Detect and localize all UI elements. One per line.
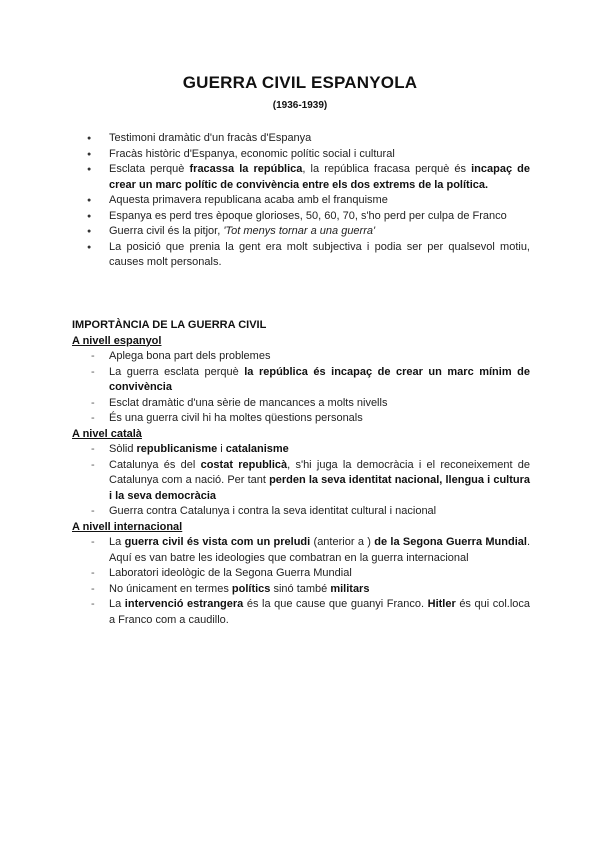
- bullet-item: ● La posició que prenia la gent era molt subjectiva i podia ser per qualsevol motiu, causes molt personals.: [72, 240, 530, 271]
- bullet-item: ● Aquesta primavera republicana acaba amb el franquisme: [72, 193, 530, 209]
- international-level-list: [72, 535, 530, 628]
- section-heading: IMPORTÀNCIA DE LA GUERRA CIVIL: [72, 319, 267, 331]
- list-item: - Catalunya és del costat republicà, s'hi juga la democràcia i el reconeixement de Catalunya com a nació. Per tant perden la seva identitat nacional, llengua i cultura i la seva democràcia: [72, 458, 530, 505]
- list-item: - Guerra contra Catalunya i contra la seva identitat cultural i nacional: [72, 504, 530, 520]
- summary-bullet-list: [72, 131, 530, 271]
- list-item: - La intervenció estrangera és la que cause que guanyi Franco. Hitler és qui col.loca a Franco com a caudillo.: [72, 597, 530, 628]
- catalan-level-list: [72, 442, 530, 520]
- list-item: - És una guerra civil hi ha moltes qüestions personals: [72, 411, 530, 427]
- page-title: GUERRA CIVIL ESPANYOLA: [182, 73, 418, 92]
- page-subtitle-years: (1936-1939): [272, 100, 328, 111]
- list-item: - Laboratori ideològic de la Segona Guerra Mundial: [72, 566, 530, 582]
- bullet-item: ● Guerra civil és la pitjor, 'Tot menys tornar a una guerra': [72, 224, 530, 240]
- spanish-level-list: [72, 349, 530, 427]
- bullet-item: ● Esclata perquè fracassa la república, la república fracasa perquè és incapaç de crear un marc polític de convivència entre els dos extrems de la política.: [72, 162, 530, 193]
- bullet-item: ● Testimoni dramàtic d'un fracàs d'Espanya: [72, 131, 530, 147]
- bullet-item: ● Fracàs històric d'Espanya, economic polític social i cultural: [72, 147, 530, 163]
- subheading-international-level: A nivell internacional: [72, 520, 183, 533]
- list-item: - La guerra esclata perquè la república és incapaç de crear un marc mínim de convivència: [72, 365, 530, 396]
- bullet-item: ● Espanya es perd tres èpoque glorioses, 50, 60, 70, s'ho perd per culpa de Franco: [72, 209, 530, 225]
- list-item: - La guerra civil és vista com un preludi (anterior a ) de la Segona Guerra Mundial. Aquí es van batre les ideologies que combatran en la guerra internacional: [72, 535, 530, 566]
- list-item: - No únicament en termes polítics sinó també militars: [72, 582, 530, 598]
- list-item: - Sòlid republicanisme i catalanisme: [72, 442, 530, 458]
- subheading-spanish-level: A nivell espanyol: [72, 334, 162, 347]
- list-item: - Aplega bona part dels problemes: [72, 349, 530, 365]
- list-item: - Esclat dramàtic d'una sèrie de mancances a molts nivells: [72, 396, 530, 412]
- subheading-catalan-level: A nivel català: [72, 427, 142, 440]
- importance-section: [72, 318, 530, 628]
